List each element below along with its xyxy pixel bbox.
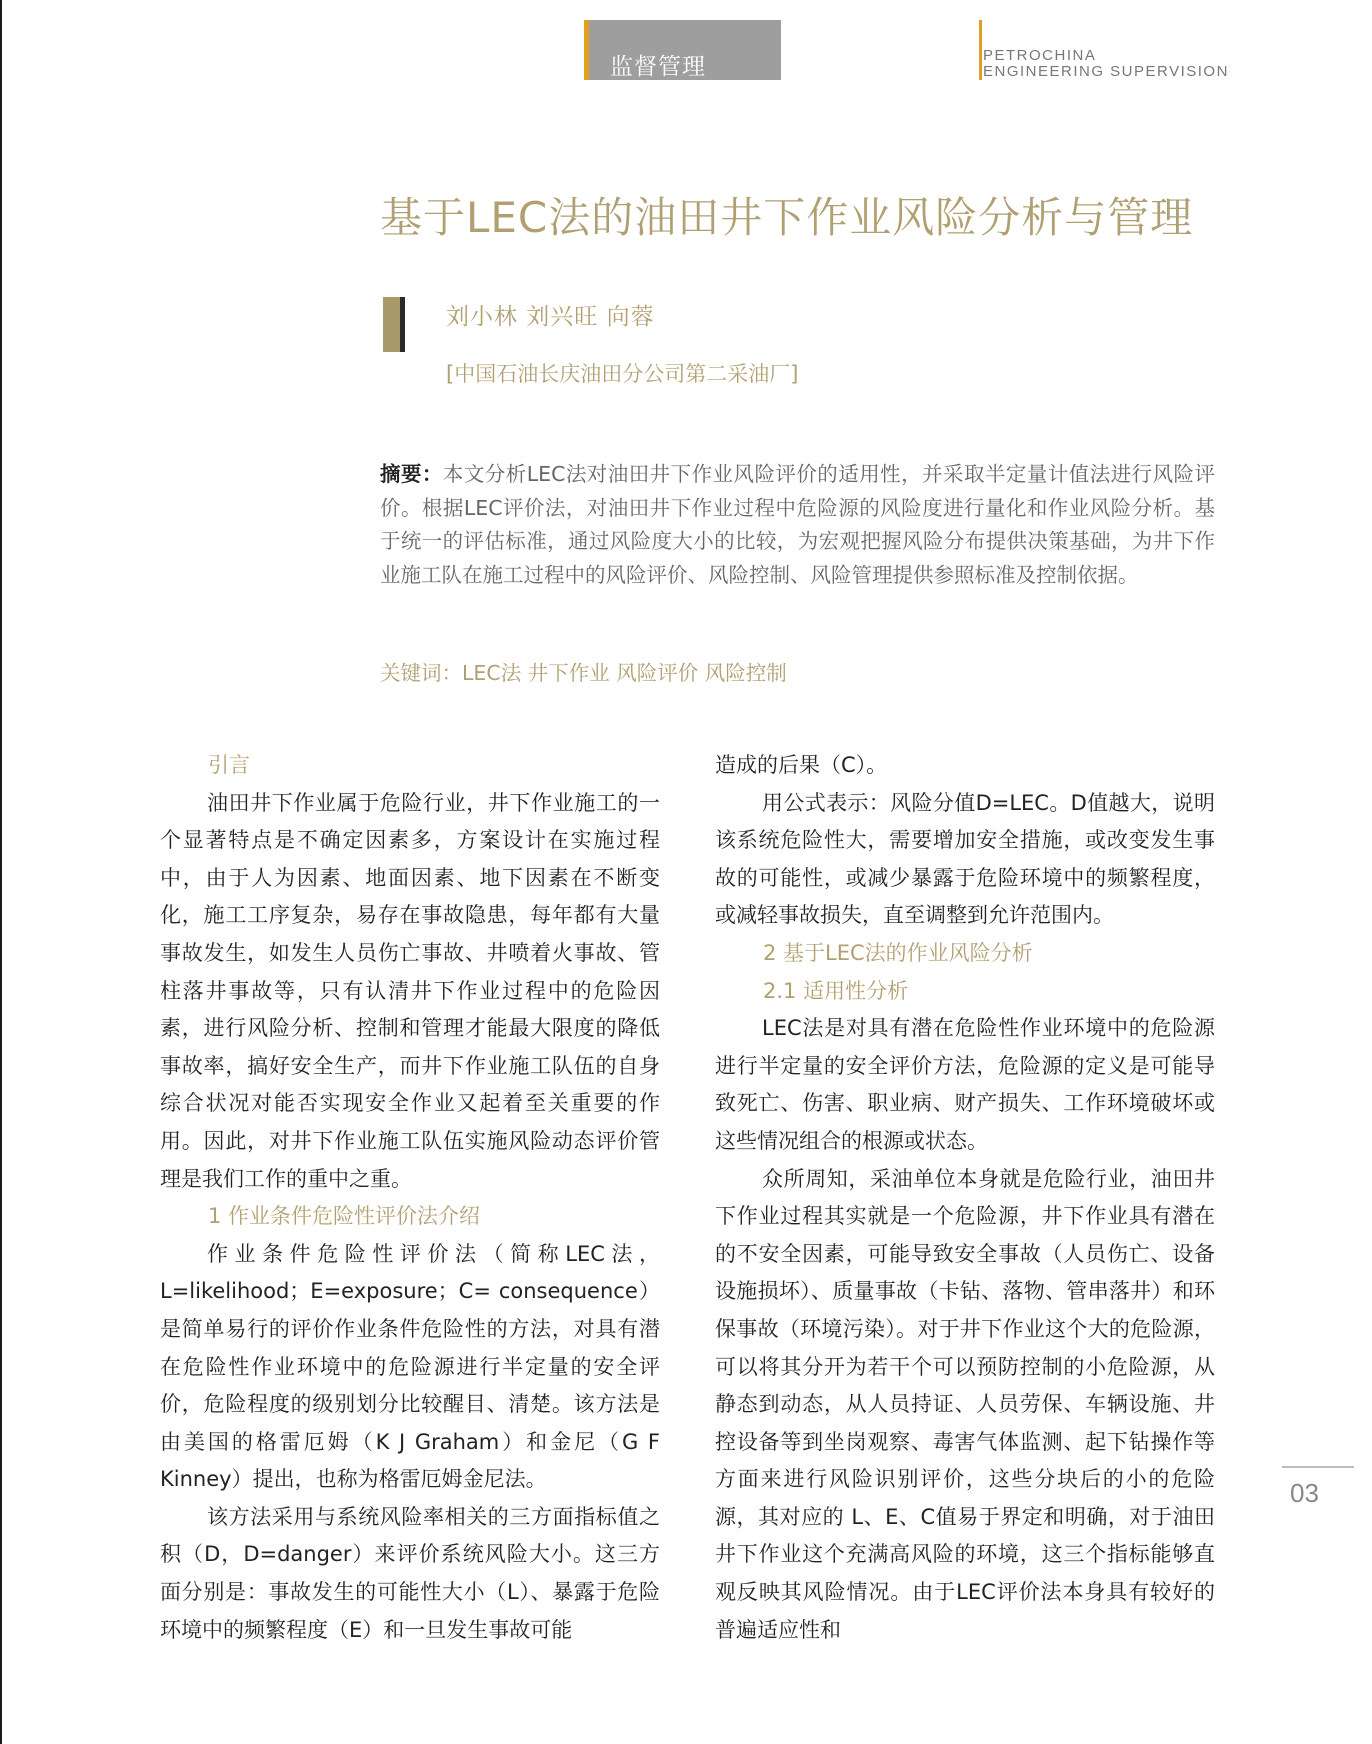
article-affiliation: [中国石油长庆油田分公司第二采油厂] [446, 362, 799, 386]
brand-line-2: ENGINEERING SUPERVISION [983, 63, 1229, 80]
keywords: 关键词：LEC法 井下作业 风险评价 风险控制 [380, 661, 787, 685]
paragraph-lec-intro: 作业条件危险性评价法（简称LEC法，L=likelihood；E=exposure；C= consequence）是简单易行的评价作业条件危险性的方法，对具有潜在危险性作业环境中的危险源进行半定量的安全评价，危险程度的级别划分比较醒目、清楚。该方法是由美国的格雷厄姆（K J Graham）和金尼（G F Kinney）提出，也称为格雷厄姆金尼法。 [160, 1241, 660, 1492]
paragraph-continued: 造成的后果（C）。 [715, 753, 888, 777]
abstract [380, 458, 1215, 592]
journal-brand [983, 48, 1229, 80]
page-number: 03 [1290, 1478, 1319, 1508]
heading-intro: 引言 [208, 753, 250, 777]
article-authors: 刘小林 刘兴旺 向蓉 [446, 304, 655, 330]
page-number-rule [1282, 1466, 1354, 1468]
page-edge [0, 0, 2, 1744]
article-title: 基于LEC法的油田井下作业风险分析与管理 [380, 193, 1194, 242]
heading-section-2-1: 2.1 适用性分析 [763, 978, 909, 1003]
heading-section-1: 1 作业条件危险性评价法介绍 [208, 1204, 481, 1229]
section-label: 监督管理 [610, 54, 706, 80]
heading-section-2: 2 基于LEC法的作业风险分析 [763, 940, 1033, 965]
right-column [715, 747, 1215, 1649]
brand-line-1: PETROCHINA [983, 47, 1097, 64]
author-marker-shadow [400, 297, 405, 352]
abstract-text: 本文分析LEC法对油田井下作业风险评价的适用性，并采取半定量计值法进行风险评价。根据LEC评价法，对油田井下作业过程中危险源的风险度进行量化和作业风险分析。基于统一的评估标准，通过风险度大小的比较，为宏观把握风险分布提供决策基础，为井下作业施工队在施工过程中的风险评价、风险控制、风险管理提供参照标准及控制依据。 [380, 462, 1216, 587]
left-column [160, 747, 660, 1649]
paragraph-hazard-definition: LEC法是对具有潜在危险性作业环境中的危险源进行半定量的安全评价方法，危险源的定义是可能导致死亡、伤害、职业病、财产损失、工作环境破坏或这些情况组合的根源或状态。 [715, 1016, 1215, 1153]
abstract-label: 摘要： [380, 462, 443, 486]
paragraph-formula: 用公式表示：风险分值D=LEC。D值越大，说明该系统危险性大，需要增加安全措施，或改变发生事故的可能性，或减少暴露于危险环境中的频繁程度，或减轻事故损失，直至调整到允许范围内。 [715, 790, 1215, 928]
paragraph-applicability: 众所周知，采油单位本身就是危险行业，油田井下作业过程其实就是一个危险源，井下作业具有潜在的不安全因素，可能导致安全事故（人员伤亡、设备设施损坏）、质量事故（卡钻、落物、管串落井）和环保事故（环境污染）。对于井下作业这个大的危险源，可以将其分开为若干个可以预防控制的小危险源，从静态到动态，从人员持证、人员劳保、车辆设施、井控设备等到坐岗观察、毒害气体监测、起下钻操作等方面来进行风险识别评价，这些分块后的小的危险源，其对应的 L、E、C值易于界定和明确，对于油田井下作业这个充满高风险的环境，这三个指标能够直观反映其风险情况。由于LEC评价法本身具有较好的普遍适应性和 [715, 1166, 1215, 1642]
paragraph-lec-method: 该方法采用与系统风险率相关的三方面指标值之积（D，D=danger）来评价系统风险大小。这三方面分别是：事故发生的可能性大小（L）、暴露于危险环境中的频繁程度（E）和一旦发生事故可能 [160, 1504, 660, 1642]
paragraph-intro: 油田井下作业属于危险行业，井下作业施工的一个显著特点是不确定因素多，方案设计在实施过程中，由于人为因素、地面因素、地下因素在不断变化，施工工序复杂，易存在事故隐患，每年都有大量事故发生，如发生人员伤亡事故、井喷着火事故、管柱落井事故等，只有认清井下作业过程中的危险因素，进行风险分析、控制和管理才能最大限度的降低事故率，搞好安全生产，而井下作业施工队伍的自身综合状况对能否实现安全作业又起着至关重要的作用。因此，对井下作业施工队伍实施风险动态评价管理是我们工作的重中之重。 [160, 790, 660, 1191]
brand-accent-line [979, 20, 982, 80]
